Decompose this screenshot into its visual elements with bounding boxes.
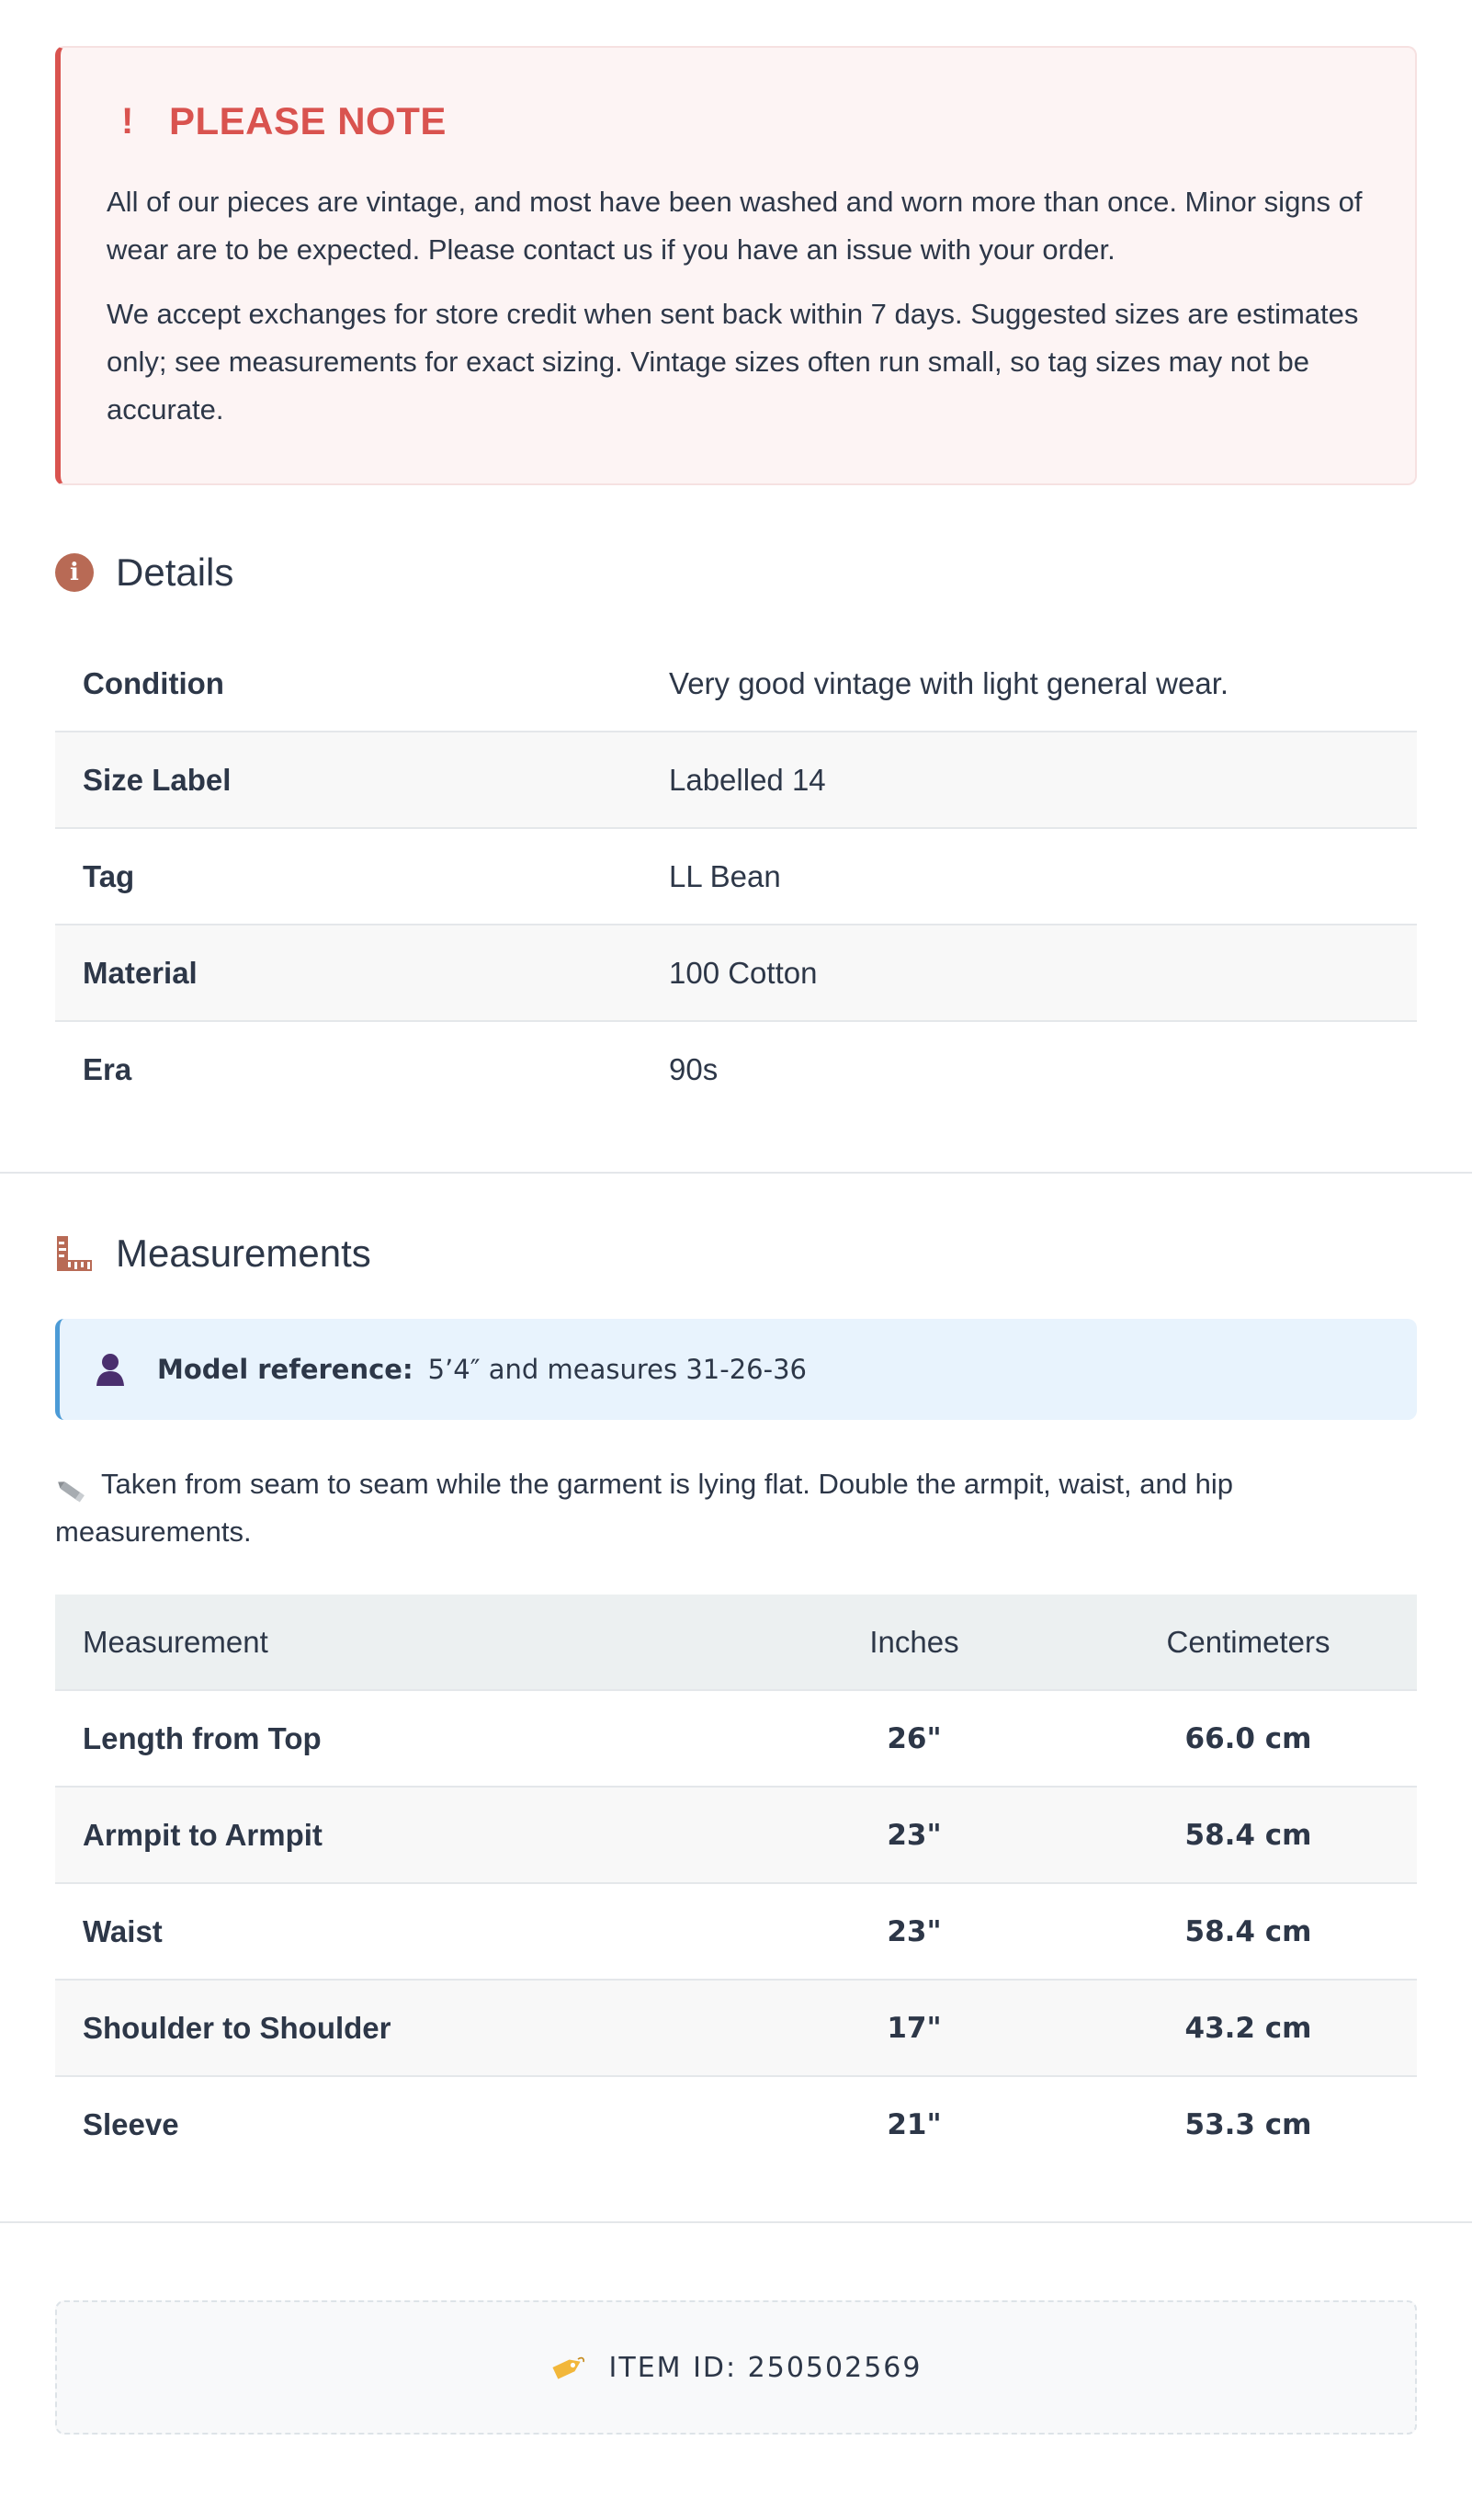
details-row (55, 829, 1417, 925)
measurement-cm: 58.4 cm (1184, 1914, 1312, 1948)
details-label: Era (83, 1051, 132, 1086)
info-icon: i (55, 553, 94, 592)
details-row (55, 1022, 1417, 1117)
measurement-cm: 53.3 cm (1184, 2107, 1312, 2141)
table-header-row (55, 1595, 1417, 1691)
measurement-inches: 26" (887, 1721, 942, 1755)
details-value: Labelled 14 (669, 762, 826, 797)
details-heading (55, 550, 1417, 596)
details-title: Details (116, 551, 234, 594)
measurements-table (55, 1595, 1417, 2172)
exclamation-icon: ! (121, 101, 134, 142)
measurement-name: Armpit to Armpit (83, 1817, 323, 1852)
column-header-measurement: Measurement (83, 1624, 268, 1659)
measurement-note-text: Taken from seam to seam while the garment is lying flat. Double the armpit, waist, and hip measurements. (55, 1468, 1233, 1548)
measurement-cm: 43.2 cm (1184, 2011, 1312, 2045)
column-header-centimeters: Centimeters (1166, 1624, 1330, 1659)
details-row (55, 925, 1417, 1022)
table-row (55, 1691, 1417, 1788)
measurement-name: Length from Top (83, 1720, 322, 1755)
measurement-cm: 66.0 cm (1184, 1721, 1312, 1755)
measurements-heading (55, 1231, 1417, 1277)
details-row (55, 636, 1417, 732)
please-note-box (55, 46, 1417, 485)
measurements-title: Measurements (116, 1232, 371, 1275)
section-divider (0, 1172, 1472, 1174)
measurement-inches: 17" (887, 2011, 942, 2045)
note-paragraph: We accept exchanges for store credit when sent back within 7 days. Suggested sizes are estimates only; see measurements for exact sizing. Vintage sizes often run small, so tag sizes may not be accurate. (107, 298, 1359, 426)
measurement-name: Shoulder to Shoulder (83, 2010, 391, 2045)
pencil-icon (55, 1470, 90, 1494)
details-value: LL Bean (669, 858, 781, 893)
tag-icon (550, 2354, 585, 2381)
model-reference-text: 5’4″ and measures 31-26-36 (427, 1354, 807, 1385)
details-value: Very good vintage with light general wear. (669, 665, 1229, 700)
details-label: Size Label (83, 762, 232, 797)
table-row (55, 1788, 1417, 1884)
details-table (55, 636, 1417, 1117)
note-paragraph: All of our pieces are vintage, and most have been washed and worn more than once. Minor signs of wear are to be expected. Please contact us if you have an issue with your order. (107, 186, 1363, 266)
details-value: 90s (669, 1051, 719, 1086)
details-label: Tag (83, 858, 135, 893)
details-label: Condition (83, 665, 224, 700)
column-header-inches: Inches (869, 1624, 959, 1659)
measurement-inches: 23" (887, 1914, 942, 1948)
person-icon (95, 1352, 126, 1387)
model-reference-box (55, 1319, 1417, 1420)
details-label: Material (83, 955, 198, 990)
section-divider (0, 2221, 1472, 2223)
measurement-name: Waist (83, 1913, 163, 1948)
table-row (55, 2077, 1417, 2172)
measurement-cm: 58.4 cm (1184, 1818, 1312, 1852)
measurement-name: Sleeve (83, 2106, 179, 2141)
measurement-inches: 23" (887, 1818, 942, 1852)
note-title: PLEASE NOTE (169, 99, 447, 142)
measurement-instructions (55, 1460, 1417, 1556)
item-id-text: ITEM ID: 250502569 (608, 2351, 923, 2384)
item-id-box (55, 2300, 1417, 2435)
model-reference-label: Model reference: (157, 1354, 413, 1385)
details-value: 100 Cotton (669, 955, 818, 990)
table-row (55, 1884, 1417, 1981)
table-row (55, 1981, 1417, 2077)
note-header (107, 99, 1369, 143)
measurement-inches: 21" (887, 2107, 942, 2141)
details-row (55, 732, 1417, 829)
ruler-icon (55, 1234, 94, 1273)
